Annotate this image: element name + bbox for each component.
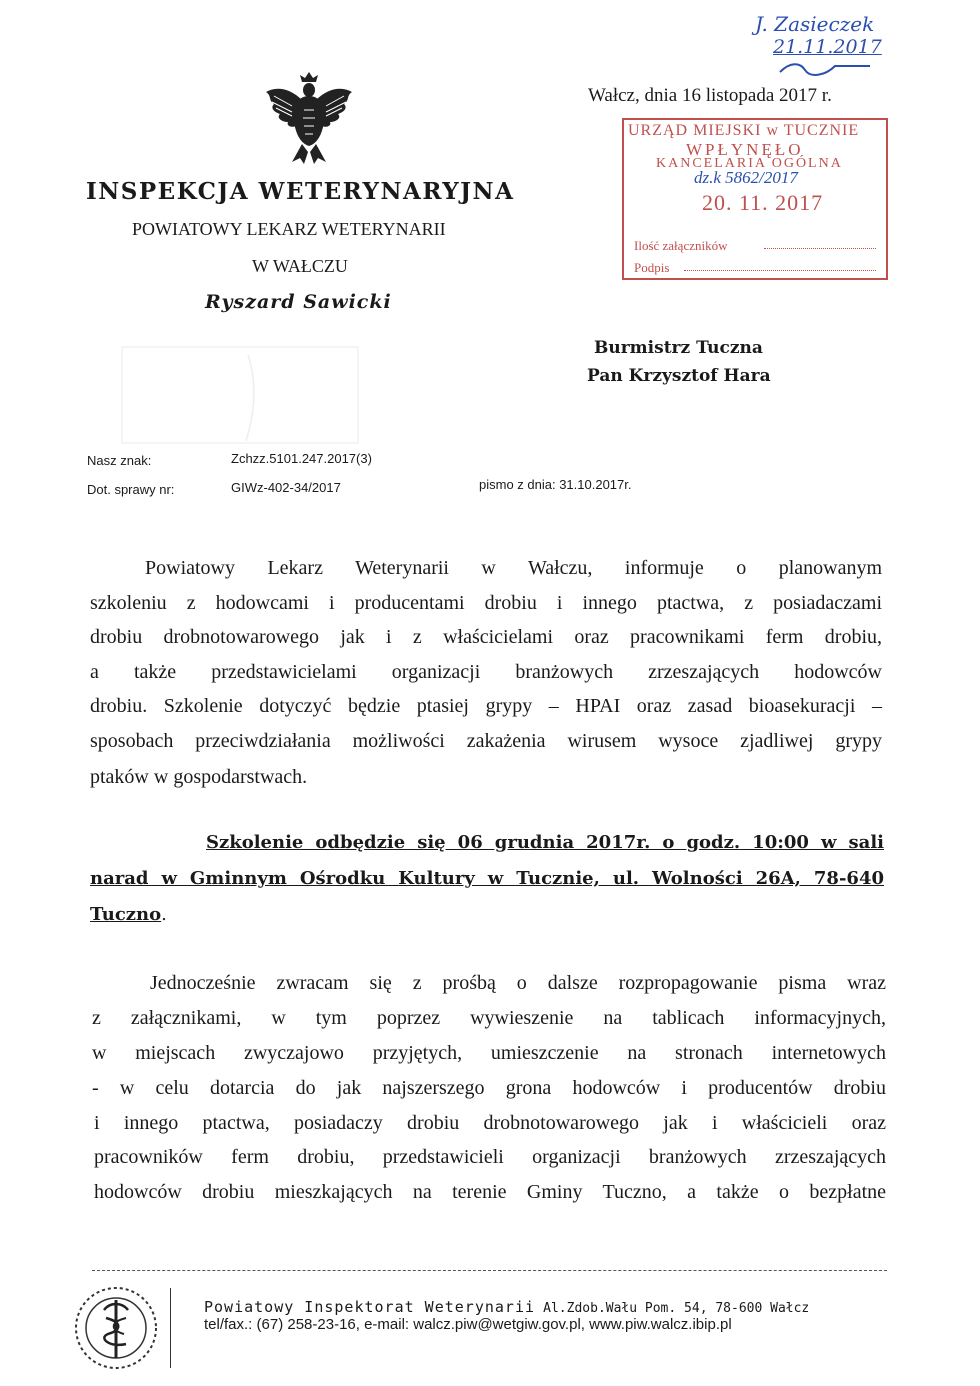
stamp-date: 20. 11. 2017 <box>702 190 824 215</box>
institution-location: W WAŁCZU <box>252 256 348 276</box>
faint-stamp-impression <box>120 345 360 445</box>
stamp-attachments-label: Ilość załączników <box>634 238 728 253</box>
announcement-line: narad w Gminnym Ośrodku Kultury w Tucznie, ul. Wolności 26A, 78-640 <box>90 868 884 889</box>
footer-rule <box>92 1270 887 1271</box>
paragraph-2-line: w miejscach zwyczajowo przyjętych, umieszczenie na stronach internetowych <box>92 1042 886 1064</box>
stamp-reference: dz.k 5862/2017 <box>694 168 798 187</box>
veterinary-caduceus-logo-icon <box>70 1282 162 1374</box>
place-date: Wałcz, dnia 16 listopada 2017 r. <box>588 85 832 106</box>
registry-stamp <box>622 118 888 280</box>
paragraph-1-line: sposobach przeciwdziałania możliwości zakażenia wirusem wysoce zjadliwej grypy <box>90 730 882 752</box>
footer-address: Al.Zdob.Wału Pom. 54, 78-600 Wałcz <box>543 1301 810 1316</box>
stamp-signature-label: Podpis <box>634 260 670 275</box>
paragraph-1-line: a także przedstawicielami organizacji branżowych zrzeszających hodowców <box>90 661 882 683</box>
announcement-period: . <box>161 904 167 925</box>
announcement-town: Tuczno <box>90 904 162 925</box>
institution-title: INSPEKCJA WETERYNARYJNA <box>86 178 515 205</box>
footer-divider <box>170 1288 171 1368</box>
case-number-label: Dot. sprawy nr: <box>87 482 175 497</box>
polish-eagle-emblem <box>262 66 356 166</box>
paragraph-2-line: pracowników ferm drobiu, przedstawicieli organizacji branżowych zrzeszających <box>94 1146 886 1168</box>
stamp-attachments-dots <box>764 248 876 249</box>
case-number-value: GIWz-402-34/2017 <box>231 480 341 495</box>
paragraph-2-line: hodowców drobiu mieszkających na terenie Gminy Tuczno, a także o bezpłatne <box>94 1181 886 1203</box>
paragraph-2-line: Jednocześnie zwracam się z prośbą o dalsze rozpropagowanie pisma wraz <box>150 972 886 994</box>
paragraph-1-line: Powiatowy Lekarz Weterynarii w Wałczu, informuje o planowanym <box>145 557 882 579</box>
institution-subtitle: POWIATOWY LEKARZ WETERYNARII <box>132 219 446 239</box>
footer-line-1 <box>204 1298 809 1316</box>
stamp-received: WPŁYNĘŁO <box>686 140 804 159</box>
handwritten-scribble-icon <box>775 58 875 80</box>
stamp-office: URZĄD MIEJSKI w TUCZNIE <box>628 122 860 139</box>
recipient-line-2: Pan Krzysztof Hara <box>587 366 771 386</box>
letter-date: pismo z dnia: 31.10.2017r. <box>479 477 632 492</box>
handwritten-annotation <box>755 12 882 84</box>
paragraph-2-line: i innego ptactwa, posiadaczy drobiu drobnotowarowego jak i właścicieli oraz <box>94 1112 886 1134</box>
paragraph-2-line: z załącznikami, w tym poprzez wywieszenie na tablicach informacyjnych, <box>92 1007 886 1029</box>
handwritten-date: 21.11.2017 <box>773 36 882 58</box>
recipient-line-1: Burmistrz Tuczna <box>594 338 763 358</box>
paragraph-1-line: drobiu. Szkolenie dotyczyć będzie ptasiej grypy – HPAI oraz zasad bioasekuracji – <box>90 695 882 717</box>
official-name: Ryszard Sawicki <box>205 291 392 313</box>
footer-institution: Powiatowy Inspektorat Weterynarii <box>204 1298 536 1316</box>
footer-line-2: tel/fax.: (67) 258-23-16, e-mail: walcz.piw@wetgiw.gov.pl, www.piw.walcz.ibip.pl <box>204 1316 732 1333</box>
paragraph-1-line: szkoleniu z hodowcami i producentami drobiu i innego ptactwa, z posiadaczami <box>90 592 882 614</box>
stamp-signature-dots <box>684 270 876 271</box>
announcement-line-last <box>90 902 884 928</box>
paragraph-2-line: - w celu dotarcia do jak najszerszego grona hodowców i producentów drobiu <box>92 1077 886 1099</box>
our-sign-value: Zchzz.5101.247.2017(3) <box>231 451 372 466</box>
paragraph-1-line: drobiu drobnotowarowego jak i z właścicielami oraz pracownikami ferm drobiu, <box>90 626 882 648</box>
paragraph-1-line: ptaków w gospodarstwach. <box>90 766 308 788</box>
stamp-chancery: KANCELARIA OGÓLNA <box>656 156 843 171</box>
handwritten-name: J. Zasieczek <box>755 12 875 36</box>
announcement-line: Szkolenie odbędzie się 06 grudnia 2017r. o godz. 10:00 w sali <box>206 832 884 853</box>
our-sign-label: Nasz znak: <box>87 453 152 468</box>
